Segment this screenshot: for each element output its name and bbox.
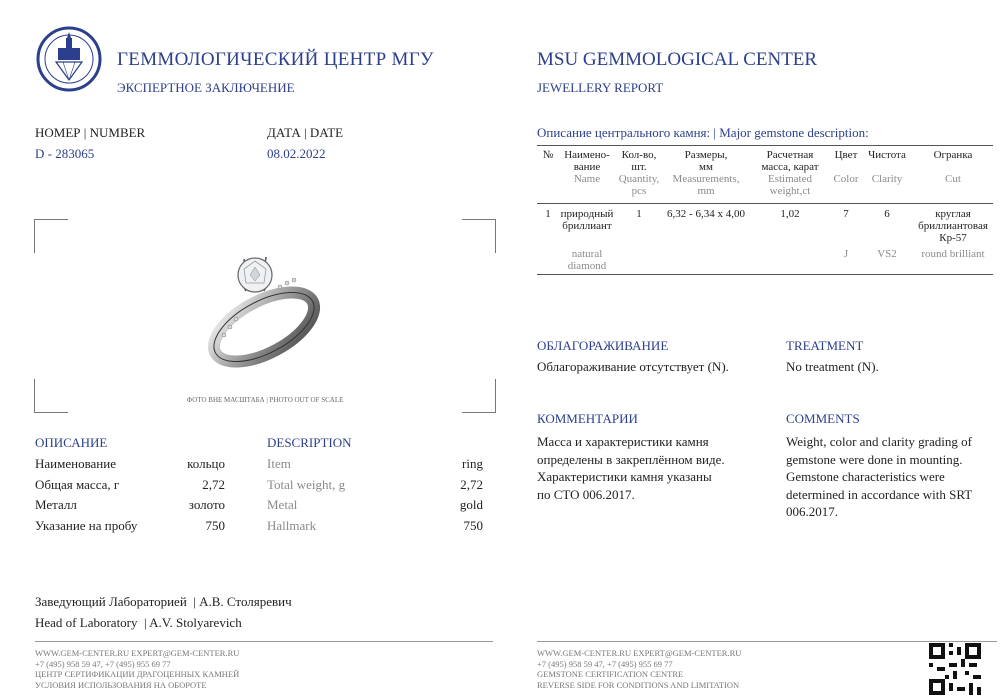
photo-caption: ФОТО ВНЕ МАСШТАБА | PHOTO OUT OF SCALE: [186, 396, 344, 404]
table-cell: 6,32 - 6,34 x 4,00: [667, 207, 745, 220]
comment-line: по СТО 006.2017.: [537, 486, 635, 502]
comment-line: Gemstone characteristics were: [786, 469, 945, 484]
list-item: [35, 456, 225, 477]
table-cell: [537, 244, 559, 272]
subtitle-ru: ЭКСПЕРТНОЕ ЗАКЛЮЧЕНИЕ: [117, 80, 295, 95]
list-item: [267, 518, 483, 539]
comments-heading-en: COMMENTS: [786, 411, 860, 426]
table-cell: 1: [636, 207, 642, 220]
table-header: Clarity: [871, 173, 903, 185]
table-cell: 1,02: [780, 207, 800, 220]
table-cell: VS2: [877, 247, 897, 260]
table-cell: round brilliant: [921, 247, 985, 260]
total-weight-label: Общая масса, г: [35, 476, 120, 492]
table-cell: 6: [884, 207, 890, 220]
description-ru-list: [35, 456, 225, 539]
photo-frame: [34, 219, 496, 413]
footer-left: [35, 648, 239, 690]
table-row: [537, 203, 993, 244]
list-item: [35, 477, 225, 498]
comment-line: determined in accordance with SRT: [786, 486, 973, 502]
item-label: Наименование: [35, 456, 116, 471]
total-weight-label: Total weight, g: [267, 476, 346, 492]
hallmark-label: Hallmark: [267, 518, 317, 534]
table-header-row-ru: [537, 147, 993, 173]
gemstone-table: [537, 147, 993, 275]
table-row: [537, 244, 993, 272]
table-header: Расчетная масса, карат: [761, 149, 819, 173]
footer-divider-left: [35, 641, 493, 642]
comment-line: Масса и характеристики камня: [537, 434, 709, 449]
table-header: Цвет: [834, 149, 858, 161]
footer-right: [537, 648, 741, 690]
table-cell: J: [843, 247, 849, 260]
table-header-row-en: [537, 173, 993, 197]
footer-line: GEMSTONE CERTIFICATION CENTRE: [537, 669, 684, 679]
table-cell: natural diamond: [567, 247, 607, 272]
list-item: [35, 518, 225, 539]
footer-divider-right: [537, 641, 997, 642]
subtitle-en: JEWELLERY REPORT: [537, 80, 664, 95]
footer-line: УСЛОВИЯ ИСПОЛЬЗОВАНИЯ НА ОБОРОТЕ: [35, 679, 207, 690]
metal-value: золото: [188, 497, 225, 513]
hallmark-label: Указание на пробу: [35, 518, 138, 534]
item-value: ring: [462, 456, 483, 471]
table-header: Quantity, pcs: [618, 173, 660, 197]
msu-logo-icon: [36, 26, 102, 92]
table-cell: круглая бриллиантовая Кр-57: [918, 207, 988, 244]
table-cell: [663, 244, 749, 272]
footer-line: +7 (495) 958 59 47, +7 (495) 955 69 77: [537, 658, 673, 669]
comments-heading-ru: КОММЕНТАРИИ: [537, 411, 638, 426]
gemstone-heading: Описание центрального камня: | Major gemstone description:: [537, 125, 869, 140]
table-cell: [615, 244, 663, 272]
treatment-heading-en: TREATMENT: [786, 338, 864, 353]
comments-text-en: [786, 433, 972, 521]
table-header: Кол-во, шт.: [621, 149, 657, 173]
footer-line: WWW.GEM-CENTER.RU EXPERT@GEM-CENTER.RU: [537, 648, 742, 658]
table-cell: природный бриллиант: [560, 207, 614, 232]
table-header: Name: [573, 173, 601, 185]
signature-ru: Заведующий Лабораторией | А.В. Столяревич: [35, 594, 292, 609]
table-cell: 1: [545, 207, 551, 220]
footer-line: +7 (495) 958 59 47, +7 (495) 955 69 77: [35, 658, 171, 669]
metal-value: gold: [459, 497, 483, 513]
comment-line: Weight, color and clarity grading of: [786, 434, 972, 449]
title-en: MSU GEMMOLOGICAL CENTER: [537, 49, 818, 70]
list-item: [35, 497, 225, 518]
description-en-list: [267, 456, 483, 539]
hallmark-value: 750: [205, 518, 225, 534]
treatment-heading-ru: ОБЛАГОРАЖИВАНИЕ: [537, 338, 669, 353]
list-item: [267, 477, 483, 498]
list-item: [267, 456, 483, 477]
table-cell: [749, 244, 831, 272]
table-header: Огранка: [933, 149, 973, 161]
total-weight-value: 2,72: [460, 476, 483, 492]
number-label: НОМЕР | NUMBER: [35, 125, 146, 140]
table-header: №: [542, 149, 554, 161]
table-header: Cut: [945, 173, 961, 185]
number-value: D - 283065: [35, 146, 95, 161]
table-header: Color: [833, 173, 859, 185]
metal-label: Металл: [35, 497, 77, 513]
total-weight-value: 2,72: [202, 476, 225, 492]
comment-line: gemstone were done in mounting.: [786, 451, 963, 467]
table-header: Чистота: [868, 149, 906, 161]
table-header: Estimated weight,ct: [768, 173, 812, 197]
date-label: ДАТА | DATE: [267, 125, 344, 140]
divider: [537, 145, 993, 146]
metal-label: Metal: [267, 497, 298, 513]
item-label: Item: [267, 456, 291, 471]
comment-line: 006.2017.: [786, 504, 838, 519]
table-header: Размеры, мм: [684, 149, 728, 173]
footer-line: REVERSE SIDE FOR CONDITIONS AND LIMITATION: [537, 679, 740, 690]
comment-line: Характеристики камня указаны: [537, 469, 712, 484]
treatment-text-ru: Облагораживание отсутствует (N).: [537, 359, 729, 374]
footer-line: ЦЕНТР СЕРТИФИКАЦИИ ДРАГОЦЕННЫХ КАМНЕЙ: [35, 669, 240, 679]
signature-en: Head of Laboratory | A.V. Stolyarevich: [35, 615, 242, 630]
table-header: [537, 173, 559, 197]
table-cell: 7: [843, 207, 849, 220]
comments-text-ru: [537, 433, 725, 503]
date-value: 08.02.2022: [267, 146, 326, 161]
title-ru: ГЕММОЛОГИЧЕСКИЙ ЦЕНТР МГУ: [117, 49, 434, 70]
ring-photo-icon: [194, 247, 324, 374]
list-item: [267, 497, 483, 518]
table-header: Measurements, mm: [672, 173, 740, 197]
qr-code-icon: [929, 643, 981, 695]
hallmark-value: 750: [463, 518, 483, 534]
treatment-text-en: No treatment (N).: [786, 359, 879, 374]
description-en-heading: DESCRIPTION: [267, 435, 352, 450]
description-ru-heading: ОПИСАНИЕ: [35, 435, 108, 450]
comment-line: определены в закреплённом виде.: [537, 451, 725, 467]
footer-line: WWW.GEM-CENTER.RU EXPERT@GEM-CENTER.RU: [35, 648, 240, 658]
table-header: Наимено- вание: [564, 149, 610, 173]
item-value: кольцо: [187, 456, 225, 471]
